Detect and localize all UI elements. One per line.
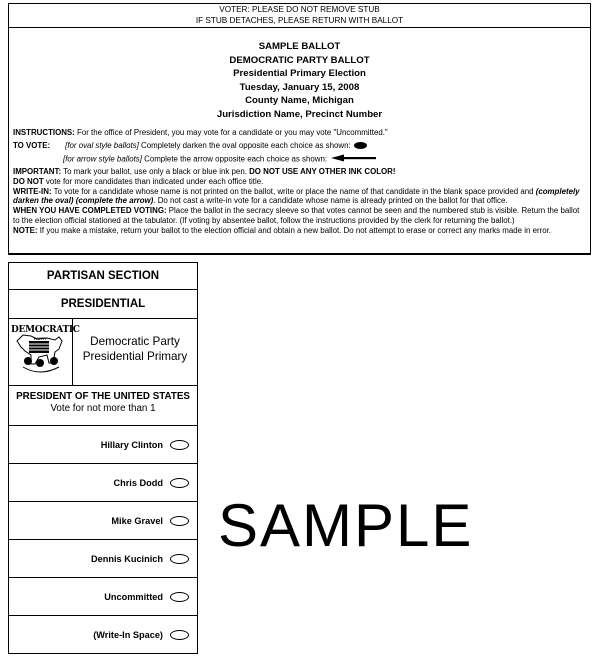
header-election: Presidential Primary Election <box>233 68 366 80</box>
ballot-stub <box>8 3 591 27</box>
header-date: Tuesday, January 15, 2008 <box>239 81 360 93</box>
candidate-name: Uncommitted <box>104 591 163 602</box>
candidate-name: (Write-In Space) <box>93 630 163 640</box>
ballot-header-box <box>8 27 591 255</box>
ballot-header <box>9 40 590 122</box>
office-title: PRESIDENT OF THE UNITED STATES <box>16 391 190 402</box>
header-county: County Name, Michigan <box>245 95 354 107</box>
vote-oval[interactable] <box>170 516 189 526</box>
logo-party-text: PARTY <box>33 336 48 341</box>
candidate-row[interactable] <box>9 502 197 540</box>
candidate-name: Dennis Kucinich <box>91 553 163 564</box>
candidate-name: Mike Gravel <box>111 515 163 526</box>
ballot-column <box>8 262 198 654</box>
democratic-party-logo <box>9 319 80 385</box>
voting-instructions <box>13 128 587 236</box>
candidate-row[interactable] <box>9 464 197 502</box>
stub-line-1: VOTER: PLEASE DO NOT REMOVE STUB <box>219 5 380 14</box>
instr-to-vote-oval: TO VOTE: [for oval style ballots] Completely darken the oval opposite each choice as shown: <box>13 141 587 151</box>
instr-write-in: WRITE-IN: To vote for a candidate whose name is not printed on the ballot, write or place the name of that candidate in the blank space provided and (completely darken the oval) (complete the arrow). Do not cast a write-in vote for a candidate whose name is already printed on the ballot for that office. <box>13 186 580 206</box>
party-name-line-1: Democratic Party <box>90 335 180 348</box>
instr-completed: WHEN YOU HAVE COMPLETED VOTING: Place the ballot in the secracy sleeve so that votes cannot be seen and the numbered stub is visible. Return the ballot to the election official stationed at the tabulator. (If voting by absentee ballot, follow the instructions provided by the clerk for returning the ballot.) <box>13 206 580 226</box>
vote-oval[interactable] <box>170 478 189 488</box>
sample-watermark: SAMPLE <box>218 492 474 559</box>
presidential-category-title: PRESIDENTIAL <box>9 290 197 319</box>
instr-important: IMPORTANT: To mark your ballot, use only a black or blue ink pen. DO NOT USE ANY OTHER INK COLOR! <box>13 166 396 176</box>
vote-oval[interactable] <box>170 554 189 564</box>
candidate-name: Hillary Clinton <box>100 439 163 450</box>
instr-to-vote-arrow: [for arrow style ballots] Complete the arrow opposite each choice as shown: <box>13 154 587 165</box>
office-header <box>9 386 197 426</box>
stub-line-2: IF STUB DETACHES, PLEASE RETURN WITH BALLOT <box>195 15 404 25</box>
party-name-line-2: Presidential Primary <box>82 350 188 363</box>
vote-oval[interactable] <box>170 630 189 640</box>
candidate-row[interactable] <box>9 540 197 578</box>
instr-general: INSTRUCTIONS: For the office of President, you may vote for a candidate or you may vote "Uncommitted." <box>13 128 388 137</box>
candidate-name: Chris Dodd <box>113 477 163 488</box>
header-party-ballot: DEMOCRATIC PARTY BALLOT <box>229 54 370 66</box>
party-row <box>9 319 197 386</box>
party-name <box>73 319 197 385</box>
vote-oval[interactable] <box>170 440 189 450</box>
candidate-row[interactable] <box>9 616 197 654</box>
candidate-row[interactable] <box>9 578 197 616</box>
instr-do-not: DO NOT vote for more candidates than indicated under each office title. <box>13 176 264 186</box>
instr-note: NOTE: If you make a mistake, return your ballot to the election official and obtain a new ballot. Do not attempt to erase or correct any marks made in error. <box>13 226 551 236</box>
header-jurisdiction: Jurisdiction Name, Precinct Number <box>216 108 383 120</box>
header-sample-ballot: SAMPLE BALLOT <box>258 41 341 52</box>
filled-oval-icon <box>354 142 367 149</box>
office-vote-limit: Vote for not more than 1 <box>50 403 156 414</box>
logo-democratic-text: DEMOCRATIC <box>11 325 80 335</box>
partisan-section-title: PARTISAN SECTION <box>9 263 197 290</box>
completed-arrow-icon <box>331 154 377 165</box>
candidate-row[interactable] <box>9 426 197 464</box>
vote-oval[interactable] <box>170 592 189 602</box>
